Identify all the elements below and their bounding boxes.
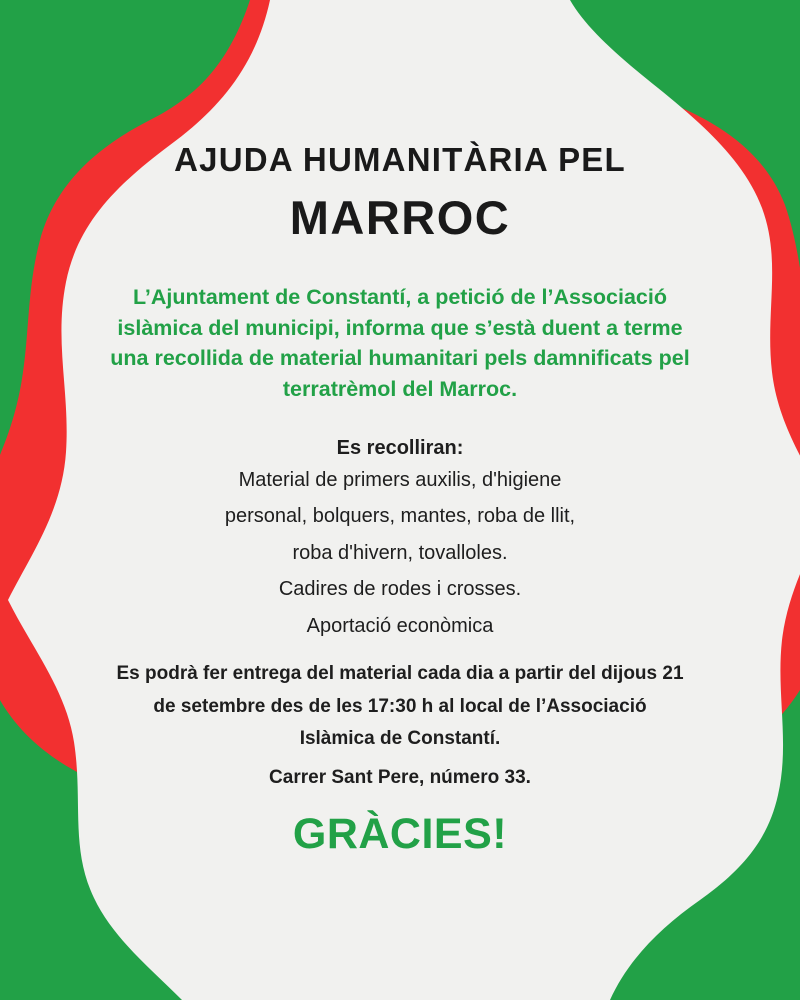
page-title-line2: MARROC <box>289 191 511 245</box>
list-item: Material de primers auxilis, d'higiene <box>238 469 562 492</box>
list-item: Cadires de rodes i crosses. <box>278 578 522 601</box>
list-item: Aportació econòmica <box>306 614 494 637</box>
collection-items-list <box>96 462 704 644</box>
delivery-info: Es podrà fer entrega del material cada dia a partir del dijous 21 de setembre des de les 17:30 h al local de l’Associació Islàmica de Constantí. <box>116 663 684 750</box>
intro-paragraph: L’Ajuntament de Constantí, a petició de l’Associació islàmica del municipi, informa que s’està duent a terme una recollida de material humanitari pels damnificats pel terratrèmol del Marroc. <box>110 284 690 401</box>
collection-subheading: Es recolliran: <box>336 437 464 460</box>
thanks-message: GRÀCIES! <box>292 809 508 858</box>
page-title-line1: AJUDA HUMANITÀRIA PEL <box>174 141 626 178</box>
list-item: roba d'hivern, tovalloles. <box>292 541 508 564</box>
list-item: personal, bolquers, mantes, roba de llit, <box>224 505 576 528</box>
address-line: Carrer Sant Pere, número 33. <box>269 767 531 789</box>
